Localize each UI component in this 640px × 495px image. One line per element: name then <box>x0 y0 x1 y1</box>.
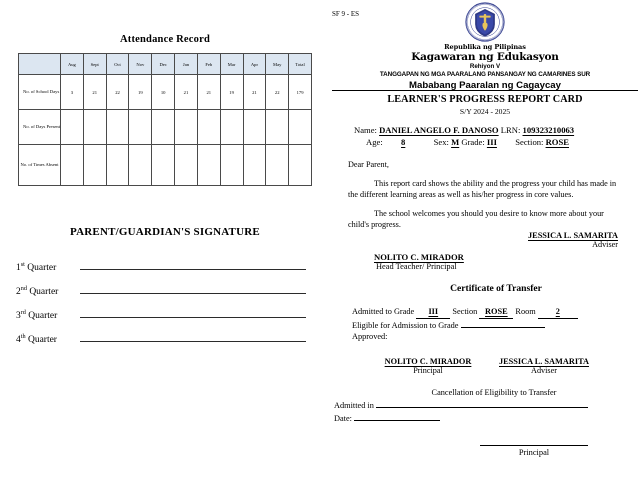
signatory-role: Principal <box>413 365 443 375</box>
attendance-cell <box>289 145 312 186</box>
report-card-title: LEARNER'S PROGRESS REPORT CARD <box>387 94 583 105</box>
attendance-col-header: Feb <box>197 54 220 75</box>
cancellation-title: Cancellation of Eligibility to Transfer <box>431 387 557 397</box>
head-teacher-name: NOLITO C. MIRADOR <box>374 252 464 262</box>
name-value: DANIEL ANGELO F. DANOSO <box>379 125 499 135</box>
region-line: Rehiyon V <box>469 63 501 70</box>
attendance-cell: 21 <box>83 75 106 110</box>
attendance-col-header: Dec <box>152 54 175 75</box>
head-teacher-signature-block <box>330 252 640 271</box>
sex-label: Sex: <box>433 137 449 147</box>
certificate-signatory <box>486 357 602 375</box>
final-signature-rule <box>480 445 588 446</box>
attendance-corner-cell <box>19 54 61 75</box>
parent-letter <box>330 159 640 230</box>
section-label: Section: <box>515 137 544 147</box>
student-attributes-line <box>354 137 640 147</box>
attendance-col-header: Total <box>289 54 312 75</box>
admitted-in-label: Admitted in <box>334 400 374 410</box>
attendance-cell <box>243 110 266 145</box>
signatory-role: Adviser <box>531 365 557 375</box>
date-blank <box>354 412 440 421</box>
name-label: Name: <box>354 125 377 135</box>
document-header <box>330 43 640 116</box>
attendance-cell <box>61 110 84 145</box>
letter-paragraph-2: The school welcomes you should you desire to know more about your child's progress. <box>348 209 604 229</box>
age-value: 8 <box>401 137 406 147</box>
age-label: Age: <box>366 137 383 147</box>
letter-salutation: Dear Parent, <box>348 160 389 169</box>
cert-section-value: ROSE <box>479 306 513 319</box>
attendance-cell: 3 <box>61 75 84 110</box>
form-code-label: SF 9 - ES <box>332 10 360 18</box>
admitted-label: Admitted to Grade <box>352 307 415 316</box>
final-principal-label: Principal <box>518 447 550 457</box>
quarter-label: 2nd Quarter <box>16 284 59 297</box>
quarter-signature-line[interactable] <box>80 260 306 270</box>
attendance-cell: 179 <box>289 75 312 110</box>
attendance-row-label: No. of Days Present <box>19 110 61 145</box>
sex-value: M <box>451 137 460 147</box>
adviser-name: JESSICA L. SAMARITA <box>528 231 618 240</box>
attendance-cell: 22 <box>106 75 129 110</box>
school-name: Mababang Paaralan ng Cagaycay <box>409 80 561 91</box>
lrn-label: LRN: <box>500 125 521 135</box>
section-value: ROSE <box>545 137 569 147</box>
attendance-cell: 19 <box>220 75 243 110</box>
attendance-cell: 21 <box>175 75 198 110</box>
attendance-cell <box>106 145 129 186</box>
approved-label: Approved: <box>352 332 388 341</box>
attendance-cell <box>266 145 289 186</box>
attendance-cell: 21 <box>197 75 220 110</box>
quarter-signature-list <box>16 260 306 345</box>
quarter-label: 4th Quarter <box>16 332 57 345</box>
attendance-cell <box>106 110 129 145</box>
quarter-signature-line[interactable] <box>80 308 306 318</box>
attendance-cell <box>266 110 289 145</box>
republic-line: Republika ng Pilipinas <box>444 43 526 51</box>
attendance-table-body <box>19 75 312 186</box>
eligible-label: Eligible for Admission to Grade <box>352 320 459 330</box>
attendance-col-header: Jan <box>175 54 198 75</box>
attendance-row-label: No. of Times Absent <box>19 145 61 186</box>
certificate-signatories <box>330 357 640 375</box>
division-line: TANGGAPAN NG MGA PAARALANG PANSANGAY NG CAMARINES SUR <box>379 71 591 78</box>
date-label: Date: <box>334 413 352 423</box>
final-principal-signature <box>330 445 640 457</box>
seal-container <box>330 0 640 42</box>
admitted-grade-value: III <box>416 306 450 319</box>
adviser-role: Adviser <box>592 240 618 249</box>
deped-seal-icon <box>465 2 505 42</box>
attendance-cell <box>129 145 152 186</box>
attendance-col-header: Sept <box>83 54 106 75</box>
attendance-cell: 22 <box>266 75 289 110</box>
attendance-table-wrapper <box>18 53 312 186</box>
attendance-row <box>19 75 312 110</box>
report-card-panel <box>330 0 640 495</box>
eligible-blank <box>461 319 545 328</box>
attendance-cell <box>152 145 175 186</box>
attendance-cell: 10 <box>152 75 175 110</box>
attendance-cell: 19 <box>129 75 152 110</box>
attendance-row-label: No. of School Days <box>19 75 61 110</box>
attendance-col-header: Nov <box>129 54 152 75</box>
admission-details <box>330 306 640 343</box>
attendance-cell <box>197 110 220 145</box>
attendance-cell <box>83 110 106 145</box>
attendance-cell <box>152 110 175 145</box>
grade-label: Grade: <box>461 137 485 147</box>
attendance-cell <box>220 145 243 186</box>
attendance-col-header: Aug <box>61 54 84 75</box>
attendance-cell <box>129 110 152 145</box>
attendance-table-head <box>19 54 312 75</box>
quarter-label: 3rd Quarter <box>16 308 58 321</box>
attendance-cell <box>175 145 198 186</box>
attendance-cell <box>175 110 198 145</box>
grade-value: III <box>486 137 497 147</box>
attendance-cell <box>61 145 84 186</box>
quarter-signature-row <box>16 284 306 297</box>
school-name-rule <box>332 90 638 91</box>
quarter-signature-line[interactable] <box>80 284 306 294</box>
signatory-name: JESSICA L. SAMARITA <box>499 356 589 366</box>
signatory-name: NOLITO C. MIRADOR <box>384 356 472 366</box>
room-label: Room <box>515 307 536 316</box>
quarter-signature-row <box>16 260 306 273</box>
school-year: S/Y 2024 - 2025 <box>459 107 511 116</box>
eligible-admission-line <box>352 319 640 332</box>
quarter-label: 1st Quarter <box>16 260 57 273</box>
attendance-record-title: Attendance Record <box>119 34 210 45</box>
attendance-col-header: Oct <box>106 54 129 75</box>
attendance-cell <box>197 145 220 186</box>
attendance-row <box>19 145 312 186</box>
attendance-cell <box>243 145 266 186</box>
attendance-header-row <box>19 54 312 75</box>
attendance-cell <box>289 110 312 145</box>
quarter-signature-line[interactable] <box>80 332 306 342</box>
attendance-cell: 21 <box>243 75 266 110</box>
attendance-col-header: Apr <box>243 54 266 75</box>
lrn-value: 109323210063 <box>522 125 575 135</box>
quarter-signature-row <box>16 332 306 345</box>
student-name-line <box>354 125 640 135</box>
parent-guardian-signature-title: PARENT/GUARDIAN'S SIGNATURE <box>70 226 260 238</box>
head-teacher-role: Head Teacher/ Principal <box>376 262 457 271</box>
attendance-row <box>19 110 312 145</box>
student-info-block <box>330 125 640 147</box>
attendance-col-header: May <box>266 54 289 75</box>
room-value: 2 <box>538 306 578 319</box>
approved-line <box>352 331 640 343</box>
attendance-cell <box>220 110 243 145</box>
certificate-signatory <box>370 357 486 375</box>
attendance-table <box>18 53 312 186</box>
cert-section-label: Section <box>452 307 478 316</box>
adviser-signature-block <box>330 231 640 249</box>
attendance-cell <box>83 145 106 186</box>
admitted-to-grade-line <box>352 306 640 319</box>
attendance-col-header: Mar <box>220 54 243 75</box>
quarter-signature-row <box>16 308 306 321</box>
department-line: Kagawaran ng Edukasyon <box>411 51 559 63</box>
letter-paragraph-1: This report card shows the ability and the progress your child has made in the different learning areas as well as his/her progress in core values. <box>348 179 617 199</box>
admitted-in-line <box>334 399 640 412</box>
admitted-in-blank <box>376 399 588 408</box>
cancellation-fields <box>330 399 640 425</box>
certificate-of-transfer-title: Certificate of Transfer <box>450 283 542 294</box>
date-line <box>334 412 640 425</box>
